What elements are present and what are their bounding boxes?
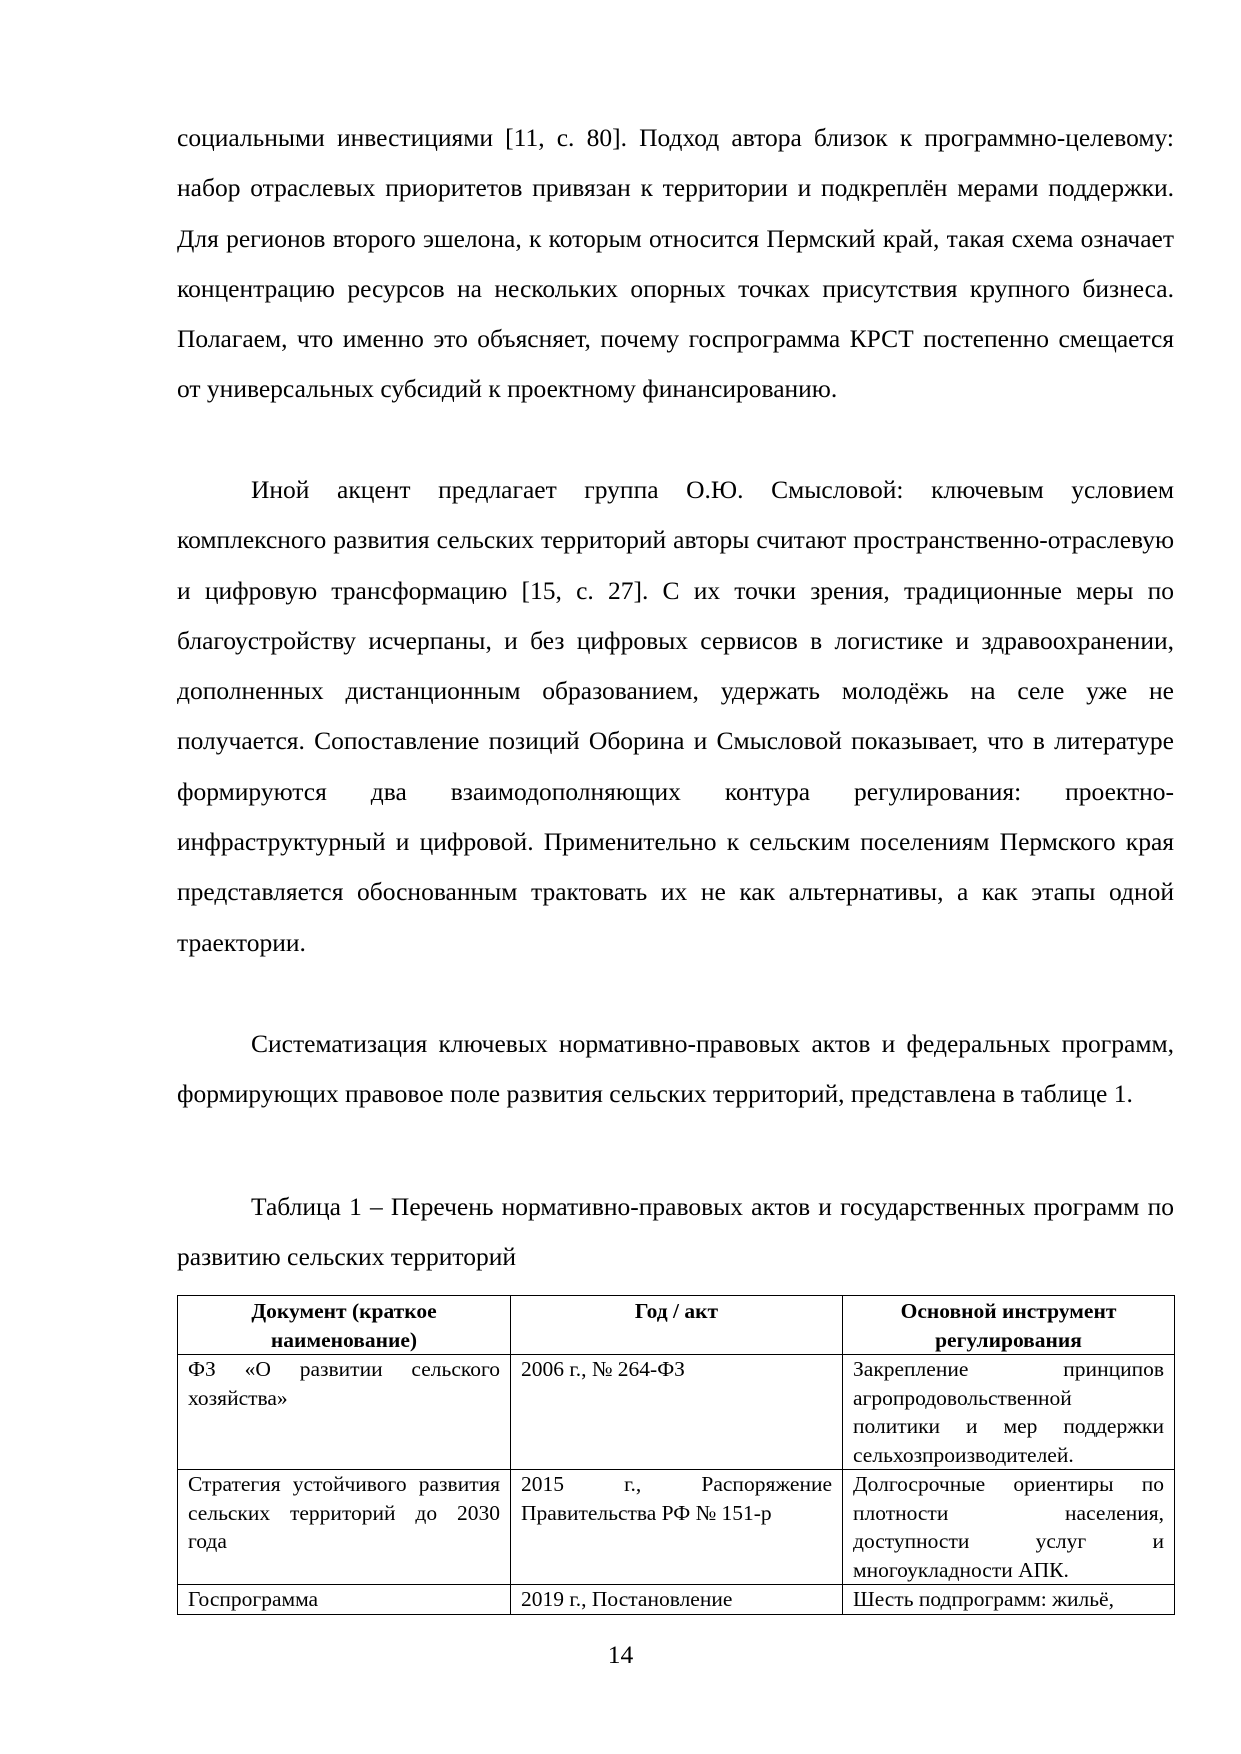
header-year-act: Год / акт	[511, 1296, 843, 1355]
cell-document: Госпрограмма	[178, 1585, 511, 1615]
header-document: Документ (краткое наименование)	[178, 1296, 511, 1355]
legal-acts-table	[177, 1295, 1175, 1615]
table-header-row	[178, 1296, 1175, 1355]
body-paragraph-3	[177, 1019, 1174, 1120]
cell-document: Стратегия устойчивого развития сельских территорий до 2030 года	[178, 1470, 511, 1585]
table-row	[178, 1470, 1175, 1585]
paragraph-text: социальными инвестициями [11, с. 80]. Подход автора близок к программно-целевому: набор отраслевых приоритетов привязан к территории и подкреплён мерами поддержки. Для регионов второго эшелона, к которым относится Пермский край, такая схема означает концентрацию ресурсов на нескольких опорных точках присутствия крупного бизнеса. Полагаем, что именно это объясняет, почему госпрограмма КРСТ постепенно смещается от универсальных субсидий к проектному финансированию.	[177, 123, 1174, 404]
header-instrument: Основной инструмент регулирования	[843, 1296, 1175, 1355]
cell-year-act: 2019 г., Постановление	[511, 1585, 843, 1615]
page-number: 14	[607, 1640, 634, 1669]
cell-instrument: Закрепление принципов агропродовольственной политики и мер поддержки сельхозпроизводителей.	[843, 1355, 1175, 1470]
paragraph-text: Систематизация ключевых нормативно-правовых актов и федеральных программ, формирующих правовое поле развития сельских территорий, представлена в таблице 1.	[177, 1029, 1174, 1109]
body-paragraph-2	[177, 465, 1174, 968]
paragraph-text: Иной акцент предлагает группа О.Ю. Смысловой: ключевым условием комплексного развития сельских территорий авторы считают пространственно-отраслевую и цифровую трансформацию [15, с. 27]. С их точки зрения, традиционные меры по благоустройству исчерпаны, и без цифровых сервисов в логистике и здравоохранении, дополненных дистанционным образованием, удержать молодёжь на селе уже не получается. Сопоставление позиций Оборина и Смысловой показывает, что в литературе формируются два взаимодополняющих контура регулирования: проектно-инфраструктурный и цифровой. Применительно к сельским поселениям Пермского края представляется обоснованным трактовать их не как альтернативы, а как этапы одной траектории.	[177, 475, 1174, 957]
body-paragraph-1	[177, 113, 1174, 415]
table-caption	[177, 1182, 1174, 1283]
cell-instrument: Долгосрочные ориентиры по плотности населения, доступности услуг и многоукладности АПК.	[843, 1470, 1175, 1585]
table-row	[178, 1585, 1175, 1615]
cell-instrument: Шесть подпрограмм: жильё,	[843, 1585, 1175, 1615]
table-row	[178, 1355, 1175, 1470]
table-caption-text: Таблица 1 – Перечень нормативно-правовых актов и государственных программ по развитию сельских территорий	[177, 1192, 1174, 1272]
cell-year-act: 2015 г., Распоряжение Правительства РФ № 151-р	[511, 1470, 843, 1585]
cell-document: ФЗ «О развитии сельского хозяйства»	[178, 1355, 511, 1470]
cell-year-act: 2006 г., № 264-ФЗ	[511, 1355, 843, 1470]
